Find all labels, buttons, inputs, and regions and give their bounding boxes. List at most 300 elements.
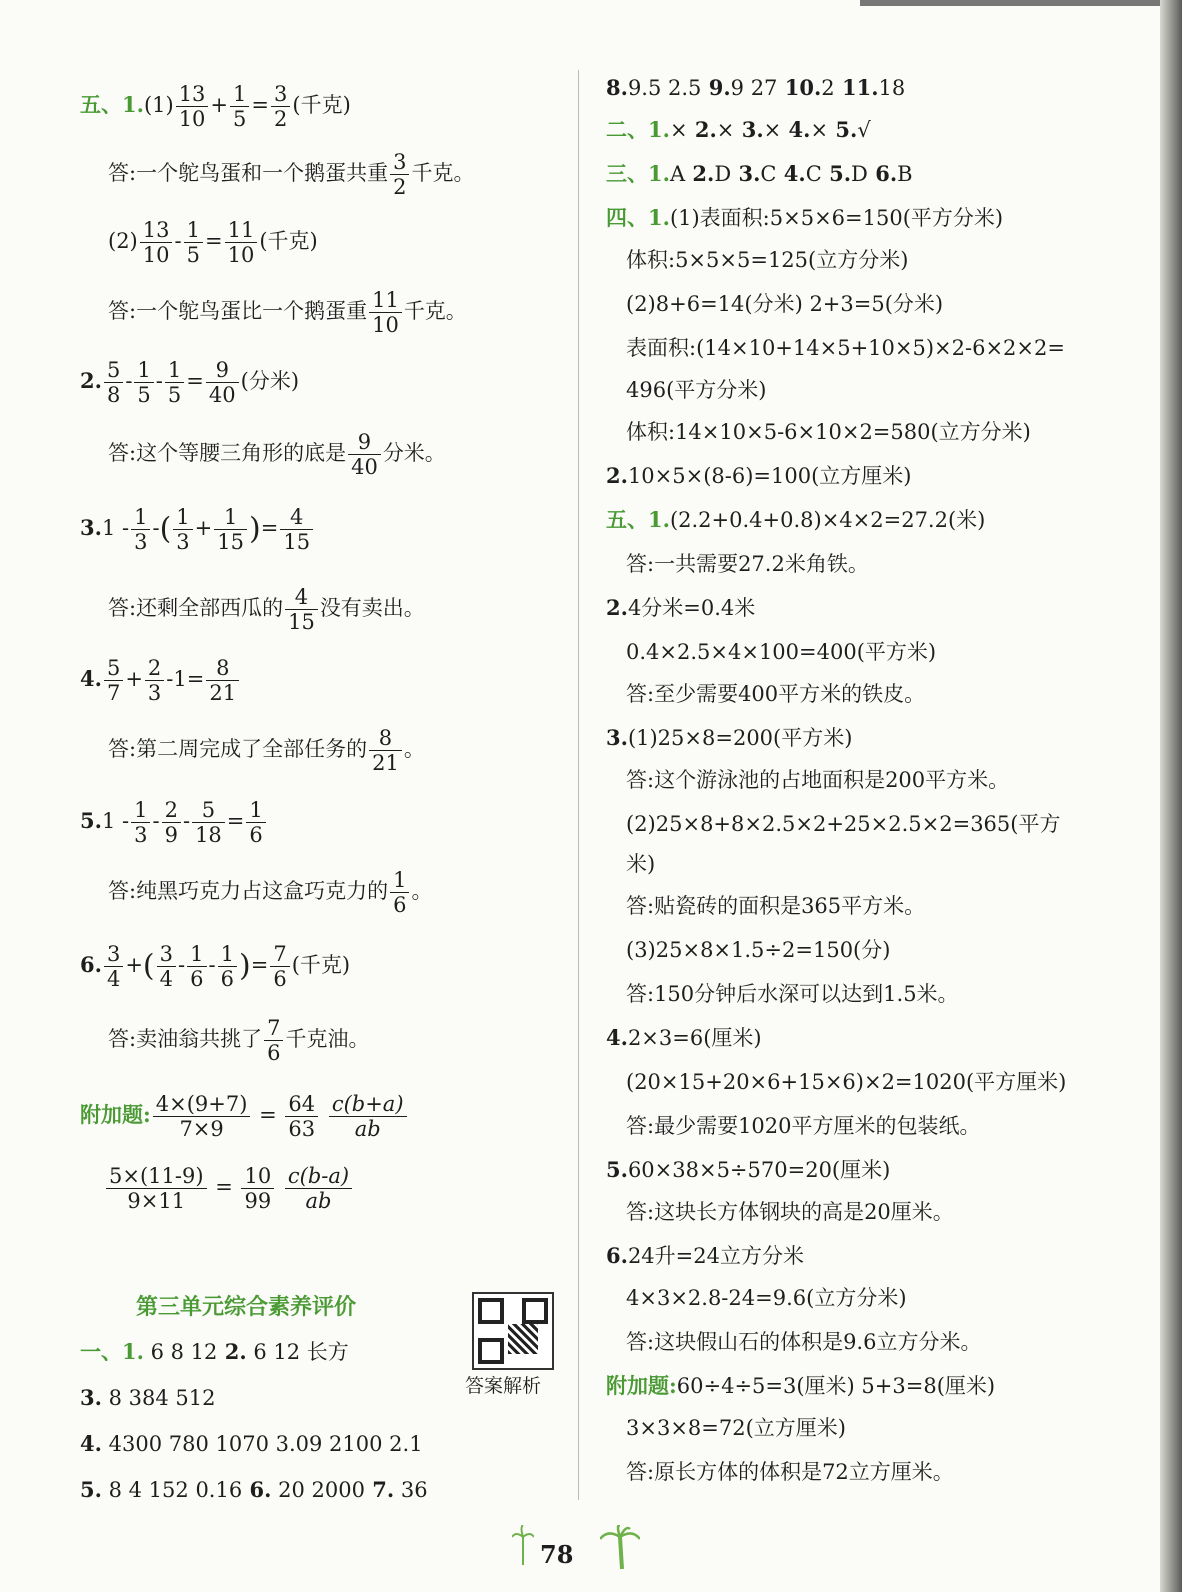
section-label: 五、1. bbox=[80, 92, 144, 117]
text: + bbox=[125, 953, 143, 977]
denominator: 4 bbox=[159, 967, 174, 991]
text: B bbox=[897, 162, 913, 186]
text: 答:一个鸵鸟蛋比一个鹅蛋重 bbox=[108, 299, 368, 323]
answer-line bbox=[606, 74, 905, 102]
text: 4300 780 1070 3.09 2100 2.1 bbox=[101, 1432, 423, 1456]
fraction bbox=[104, 358, 123, 407]
label: 5. bbox=[80, 808, 102, 833]
ans-5-1a bbox=[108, 150, 474, 199]
denominator: 5 bbox=[137, 383, 151, 407]
fraction bbox=[270, 942, 289, 991]
text: 。 bbox=[411, 879, 433, 903]
text: - bbox=[182, 809, 191, 833]
label: 3. bbox=[80, 1385, 102, 1410]
scan-edge-top bbox=[860, 0, 1160, 6]
label: 2. bbox=[685, 161, 715, 186]
answer-line bbox=[626, 810, 1060, 838]
denominator: 2 bbox=[274, 107, 288, 131]
fraction bbox=[145, 656, 164, 705]
text: 答:卖油翁共挑了 bbox=[108, 1027, 263, 1051]
label: 一、1. bbox=[80, 1339, 144, 1364]
denominator: 15 bbox=[288, 610, 315, 634]
answer-line bbox=[606, 160, 913, 188]
text: - bbox=[208, 953, 216, 977]
text: (1) bbox=[143, 93, 174, 117]
label: 5. bbox=[606, 1157, 628, 1182]
text: 答:第二周完成了全部任务的 bbox=[108, 737, 368, 761]
text: 千克。 bbox=[411, 161, 475, 185]
answer-line bbox=[626, 680, 925, 708]
numerator: 2 bbox=[145, 656, 164, 681]
label: 3. bbox=[734, 117, 764, 142]
numerator: 5 bbox=[192, 798, 225, 823]
text: 没有卖出。 bbox=[319, 596, 425, 620]
eq-5-4 bbox=[80, 656, 241, 705]
text: (2.2+0.4+0.8)×4×2=27.2(米) bbox=[669, 508, 986, 532]
answer-line bbox=[606, 1242, 804, 1270]
numerator: 2 bbox=[162, 798, 181, 823]
denominator: 6 bbox=[273, 967, 287, 991]
numerator: 8 bbox=[369, 726, 402, 751]
label: 6. bbox=[242, 1477, 272, 1502]
text: (2)8+6=14(分米) 2+3=5(分米) bbox=[626, 292, 944, 316]
fraction bbox=[329, 1092, 407, 1141]
answer-line bbox=[606, 594, 755, 622]
label: 5. bbox=[80, 1477, 102, 1502]
label: 4. bbox=[80, 666, 102, 691]
text: (千克) bbox=[291, 953, 351, 977]
denominator: 15 bbox=[283, 530, 311, 554]
text: A bbox=[669, 162, 686, 186]
fraction bbox=[206, 656, 239, 705]
answer-line bbox=[606, 204, 1003, 232]
label: 10. bbox=[777, 75, 822, 100]
palm-right-icon bbox=[600, 1525, 640, 1569]
numerator: 9 bbox=[348, 430, 381, 455]
numerator: 1 bbox=[187, 942, 206, 967]
text: 3×3×8=72(立方厘米) bbox=[626, 1416, 846, 1440]
ans-5-1b bbox=[108, 288, 467, 337]
text: - bbox=[178, 953, 186, 977]
text: 4×3×2.8-24=9.6(立方分米) bbox=[626, 1286, 907, 1310]
text: × bbox=[810, 118, 829, 142]
fraction bbox=[206, 358, 239, 407]
denominator: 6 bbox=[393, 893, 407, 917]
text: 496(平方分米) bbox=[626, 378, 767, 402]
label: 6. bbox=[80, 952, 102, 977]
text: 体积:5×5×5=125(立方分米) bbox=[626, 248, 909, 272]
answer-line bbox=[626, 1112, 981, 1140]
text: (千克) bbox=[259, 229, 318, 253]
fraction bbox=[173, 505, 192, 554]
fraction bbox=[390, 150, 409, 199]
text: - bbox=[155, 369, 163, 393]
text: × bbox=[716, 118, 735, 142]
text: = bbox=[260, 516, 279, 540]
answer-line bbox=[626, 1198, 954, 1226]
fraction bbox=[218, 942, 237, 991]
denominator: 10 bbox=[142, 243, 170, 267]
text bbox=[276, 1175, 283, 1199]
text: = bbox=[226, 809, 245, 833]
text: (2) bbox=[108, 229, 138, 253]
text: + bbox=[194, 516, 213, 540]
text: 米) bbox=[626, 852, 656, 876]
ans-5-4 bbox=[108, 726, 425, 775]
numerator: 5×(11-9) bbox=[106, 1164, 207, 1189]
text: 1 bbox=[101, 809, 122, 833]
text: - bbox=[166, 667, 174, 691]
denominator: 6 bbox=[220, 967, 234, 991]
section-label: 附加题: bbox=[80, 1102, 151, 1127]
text: 8 384 512 bbox=[101, 1386, 216, 1410]
text: 答:这个游泳池的占地面积是200平方米。 bbox=[626, 768, 1010, 792]
denominator: 10 bbox=[372, 313, 399, 337]
numerator: 1 bbox=[173, 505, 192, 530]
text: (1)25×8=200(平方米) bbox=[627, 726, 853, 750]
text: 答:贴瓷砖的面积是365平方米。 bbox=[626, 894, 926, 918]
label: 4. bbox=[781, 117, 811, 142]
text: 9 27 bbox=[730, 76, 778, 100]
column-divider bbox=[578, 70, 579, 1500]
denominator: 9 bbox=[164, 823, 178, 847]
fraction bbox=[264, 1016, 283, 1065]
denominator: 3 bbox=[147, 681, 162, 705]
eq-5-5 bbox=[80, 798, 268, 847]
text: (3)25×8×1.5÷2=150(分) bbox=[626, 938, 891, 962]
text: 答:原长方体的体积是72立方厘米。 bbox=[626, 1460, 954, 1484]
text: 10×5×(8-6)=100(立方厘米) bbox=[627, 464, 912, 488]
label: 二、1. bbox=[606, 117, 670, 142]
text: + bbox=[125, 667, 143, 691]
denominator: 3 bbox=[134, 823, 148, 847]
text: 24升=24立方分米 bbox=[627, 1244, 804, 1268]
text: = bbox=[204, 229, 223, 253]
text: + bbox=[210, 93, 229, 117]
answer-line bbox=[626, 334, 1065, 362]
text: 答:至少需要400平方米的铁皮。 bbox=[626, 682, 926, 706]
fraction bbox=[214, 505, 247, 554]
fraction bbox=[285, 585, 318, 634]
label: 4. bbox=[776, 161, 806, 186]
text: - bbox=[152, 516, 160, 540]
numerator: 5 bbox=[104, 656, 123, 681]
numerator: 3 bbox=[390, 150, 409, 175]
answer-line bbox=[626, 850, 655, 878]
text: × bbox=[669, 118, 688, 142]
text: 36 bbox=[394, 1478, 428, 1502]
fraction bbox=[225, 218, 258, 267]
text: 答:一共需要27.2米角铁。 bbox=[626, 552, 869, 576]
denominator: ab bbox=[305, 1189, 332, 1213]
text: 2×3=6(厘米) bbox=[627, 1026, 762, 1050]
text: 6 8 12 bbox=[143, 1340, 218, 1364]
fraction bbox=[246, 798, 265, 847]
ans-5-3 bbox=[108, 585, 425, 634]
numerator: 1 bbox=[246, 798, 265, 823]
text: (2)25×8+8×2.5×2+25×2.5×2=365(平方 bbox=[626, 812, 1061, 836]
fraction bbox=[134, 358, 153, 407]
paren: ( bbox=[159, 511, 172, 547]
numerator: 7 bbox=[264, 1016, 283, 1041]
fraction bbox=[271, 82, 290, 131]
text: 答:还剩全部西瓜的 bbox=[108, 596, 284, 620]
answer-line bbox=[626, 638, 936, 666]
label: 7. bbox=[364, 1477, 395, 1502]
numerator: 1 bbox=[184, 218, 203, 243]
text: 8 4 152 0.16 bbox=[101, 1478, 243, 1502]
answer-line bbox=[606, 724, 852, 752]
text: = bbox=[251, 93, 270, 117]
fraction bbox=[285, 1164, 352, 1213]
page-number: 78 bbox=[540, 1540, 574, 1569]
denominator: 2 bbox=[393, 175, 407, 199]
text: (1)表面积:5×5×6=150(平方分米) bbox=[669, 206, 1004, 230]
label: 三、1. bbox=[606, 161, 670, 186]
eq-5-1b bbox=[108, 218, 318, 267]
paren: ) bbox=[238, 948, 251, 984]
numerator: 5 bbox=[104, 358, 123, 383]
answer-line bbox=[626, 766, 1009, 794]
answer-line bbox=[626, 1328, 981, 1356]
unit3-line bbox=[80, 1476, 428, 1504]
text: 2 bbox=[821, 76, 835, 100]
text: C bbox=[760, 162, 777, 186]
label: 四、1. bbox=[606, 205, 670, 230]
numerator: 11 bbox=[225, 218, 258, 243]
text: D bbox=[851, 162, 868, 186]
ans-5-2 bbox=[108, 430, 446, 479]
text: 1 bbox=[101, 516, 122, 540]
fraction bbox=[280, 505, 313, 554]
fraction bbox=[104, 656, 123, 705]
label: 五、1. bbox=[606, 507, 670, 532]
paren: ( bbox=[142, 948, 155, 984]
text: 答:这个等腰三角形的底是 bbox=[108, 441, 347, 465]
answer-line bbox=[606, 1156, 890, 1184]
text: 6 12 长方 bbox=[246, 1340, 349, 1364]
qr-code-icon[interactable] bbox=[472, 1292, 554, 1370]
numerator: 4 bbox=[280, 505, 313, 530]
denominator: 7×9 bbox=[179, 1117, 224, 1141]
answer-line bbox=[626, 376, 766, 404]
text: 体积:14×10×5-6×10×2=580(立方分米) bbox=[626, 420, 1031, 444]
unit3-line bbox=[80, 1384, 216, 1412]
fraction bbox=[157, 942, 176, 991]
text: 20 2000 bbox=[271, 1478, 365, 1502]
numerator: 1 bbox=[390, 868, 409, 893]
text: = bbox=[186, 369, 204, 393]
denominator: 6 bbox=[267, 1041, 281, 1065]
text: = bbox=[250, 953, 269, 977]
numerator: 3 bbox=[157, 942, 176, 967]
label: 3. bbox=[80, 515, 102, 540]
answer-line bbox=[606, 1372, 995, 1400]
fraction bbox=[131, 505, 150, 554]
label: 2. bbox=[606, 595, 628, 620]
denominator: 21 bbox=[209, 681, 237, 705]
answer-line bbox=[626, 550, 869, 578]
denominator: 10 bbox=[227, 243, 255, 267]
answer-line bbox=[626, 1458, 954, 1486]
numerator: 3 bbox=[271, 82, 290, 107]
text: C bbox=[805, 162, 822, 186]
text: = bbox=[208, 1175, 240, 1199]
denominator: 18 bbox=[195, 823, 222, 847]
fraction bbox=[348, 430, 381, 479]
text: 答:最少需要1020平方厘米的包装纸。 bbox=[626, 1114, 981, 1138]
fraction bbox=[104, 942, 123, 991]
denominator: 40 bbox=[351, 455, 378, 479]
denominator: 5 bbox=[167, 383, 182, 407]
numerator: c(b-a) bbox=[285, 1164, 352, 1189]
text: - bbox=[174, 229, 182, 253]
answer-line bbox=[626, 1068, 1066, 1096]
unit3-title: 第三单元综合素养评价 bbox=[136, 1294, 357, 1320]
text: 9.5 2.5 bbox=[627, 76, 702, 100]
denominator: 5 bbox=[186, 243, 200, 267]
label: 2. bbox=[606, 463, 628, 488]
denominator: 4 bbox=[106, 967, 121, 991]
label: 2. bbox=[217, 1339, 247, 1364]
label: 4. bbox=[606, 1025, 628, 1050]
numerator: 8 bbox=[206, 656, 239, 681]
denominator: 10 bbox=[178, 107, 206, 131]
text: 答:这块假山石的体积是9.6立方分米。 bbox=[626, 1330, 982, 1354]
answer-line bbox=[626, 290, 943, 318]
text: 答:一个鸵鸟蛋和一个鹅蛋共重 bbox=[108, 161, 389, 185]
text: × bbox=[763, 118, 782, 142]
fraction bbox=[369, 726, 402, 775]
eq-5-6 bbox=[80, 942, 350, 991]
fraction bbox=[285, 1092, 318, 1141]
denominator: 15 bbox=[217, 530, 245, 554]
text: 18 bbox=[878, 76, 906, 100]
eq-5-1a bbox=[80, 82, 351, 131]
denominator: 63 bbox=[288, 1117, 316, 1141]
numerator: 1 bbox=[230, 82, 249, 107]
fraction bbox=[192, 798, 225, 847]
text: = bbox=[252, 1103, 284, 1127]
numerator: 64 bbox=[285, 1092, 318, 1117]
denominator: 99 bbox=[244, 1189, 272, 1213]
text: 答:这块长方体钢块的高是20厘米。 bbox=[626, 1200, 954, 1224]
denominator: 6 bbox=[190, 967, 204, 991]
text: (分米) bbox=[240, 369, 300, 393]
answer-line bbox=[626, 936, 890, 964]
text: 千克。 bbox=[403, 299, 467, 323]
numerator: 11 bbox=[369, 288, 402, 313]
text: (20×15+20×6+15×6)×2=1020(平方厘米) bbox=[626, 1070, 1067, 1094]
text: - bbox=[152, 809, 160, 833]
eq-5-2 bbox=[80, 358, 299, 407]
extra-1 bbox=[80, 1092, 409, 1141]
numerator: 10 bbox=[241, 1164, 274, 1189]
text: (千克) bbox=[292, 93, 351, 117]
label: 6. bbox=[867, 161, 898, 186]
fraction bbox=[153, 1092, 251, 1141]
text: - bbox=[121, 516, 130, 540]
eq-5-3 bbox=[80, 505, 315, 554]
denominator: 8 bbox=[106, 383, 121, 407]
answer-line bbox=[626, 1414, 846, 1442]
answer-line bbox=[606, 462, 911, 490]
label: 5. bbox=[828, 117, 858, 142]
label: 4. bbox=[80, 1431, 102, 1456]
unit3-line bbox=[80, 1338, 349, 1366]
text: 分米。 bbox=[382, 441, 446, 465]
label: 11. bbox=[834, 75, 879, 100]
numerator: c(b+a) bbox=[329, 1092, 407, 1117]
label: 3. bbox=[606, 725, 628, 750]
numerator: 1 bbox=[134, 358, 153, 383]
fraction bbox=[390, 868, 409, 917]
numerator: 13 bbox=[140, 218, 173, 243]
text: 60×38×5÷570=20(厘米) bbox=[627, 1158, 891, 1182]
denominator: 3 bbox=[176, 530, 190, 554]
fraction bbox=[187, 942, 206, 991]
text: 60÷4÷5=3(厘米) 5+3=8(厘米) bbox=[676, 1374, 996, 1398]
text: √ bbox=[857, 118, 871, 142]
denominator: ab bbox=[354, 1117, 381, 1141]
label: 附加题: bbox=[606, 1373, 677, 1398]
label: 5. bbox=[821, 161, 852, 186]
fraction bbox=[106, 1164, 207, 1213]
label: 8. bbox=[606, 75, 628, 100]
answer-line bbox=[606, 116, 871, 144]
label: 9. bbox=[701, 75, 731, 100]
scan-edge-right bbox=[1160, 0, 1182, 1592]
fraction bbox=[165, 358, 184, 407]
label: 2. bbox=[80, 368, 102, 393]
text: 答:150分钟后水深可以达到1.5米。 bbox=[626, 982, 959, 1006]
numerator: 1 bbox=[218, 942, 237, 967]
text: 千克油。 bbox=[285, 1027, 370, 1051]
numerator: 1 bbox=[214, 505, 247, 530]
label: 3. bbox=[731, 161, 761, 186]
text: = bbox=[186, 667, 205, 691]
ans-5-5 bbox=[108, 868, 432, 917]
answer-line bbox=[606, 1024, 762, 1052]
answer-line bbox=[626, 892, 925, 920]
label: 6. bbox=[606, 1243, 628, 1268]
extra-2 bbox=[104, 1164, 354, 1213]
denominator: 5 bbox=[233, 107, 247, 131]
numerator: 9 bbox=[206, 358, 239, 383]
qr-caption: 答案解析 bbox=[465, 1375, 542, 1397]
fraction bbox=[369, 288, 402, 337]
fraction bbox=[176, 82, 209, 131]
text: 1 bbox=[173, 667, 187, 691]
denominator: 6 bbox=[249, 823, 263, 847]
text: 。 bbox=[403, 737, 425, 761]
denominator: 7 bbox=[106, 681, 121, 705]
ans-5-6 bbox=[108, 1016, 369, 1065]
denominator: 21 bbox=[372, 751, 399, 775]
numerator: 4×(9+7) bbox=[153, 1092, 251, 1117]
denominator: 9×11 bbox=[127, 1189, 186, 1213]
paren: ) bbox=[249, 511, 261, 547]
numerator: 1 bbox=[131, 505, 150, 530]
text: 答:纯黑巧克力占这盒巧克力的 bbox=[108, 879, 389, 903]
text: - bbox=[125, 369, 133, 393]
text: 4分米=0.4米 bbox=[627, 596, 756, 620]
fraction bbox=[230, 82, 249, 131]
fraction bbox=[241, 1164, 274, 1213]
text bbox=[320, 1103, 327, 1127]
denominator: 3 bbox=[134, 530, 148, 554]
answer-line bbox=[626, 418, 1031, 446]
